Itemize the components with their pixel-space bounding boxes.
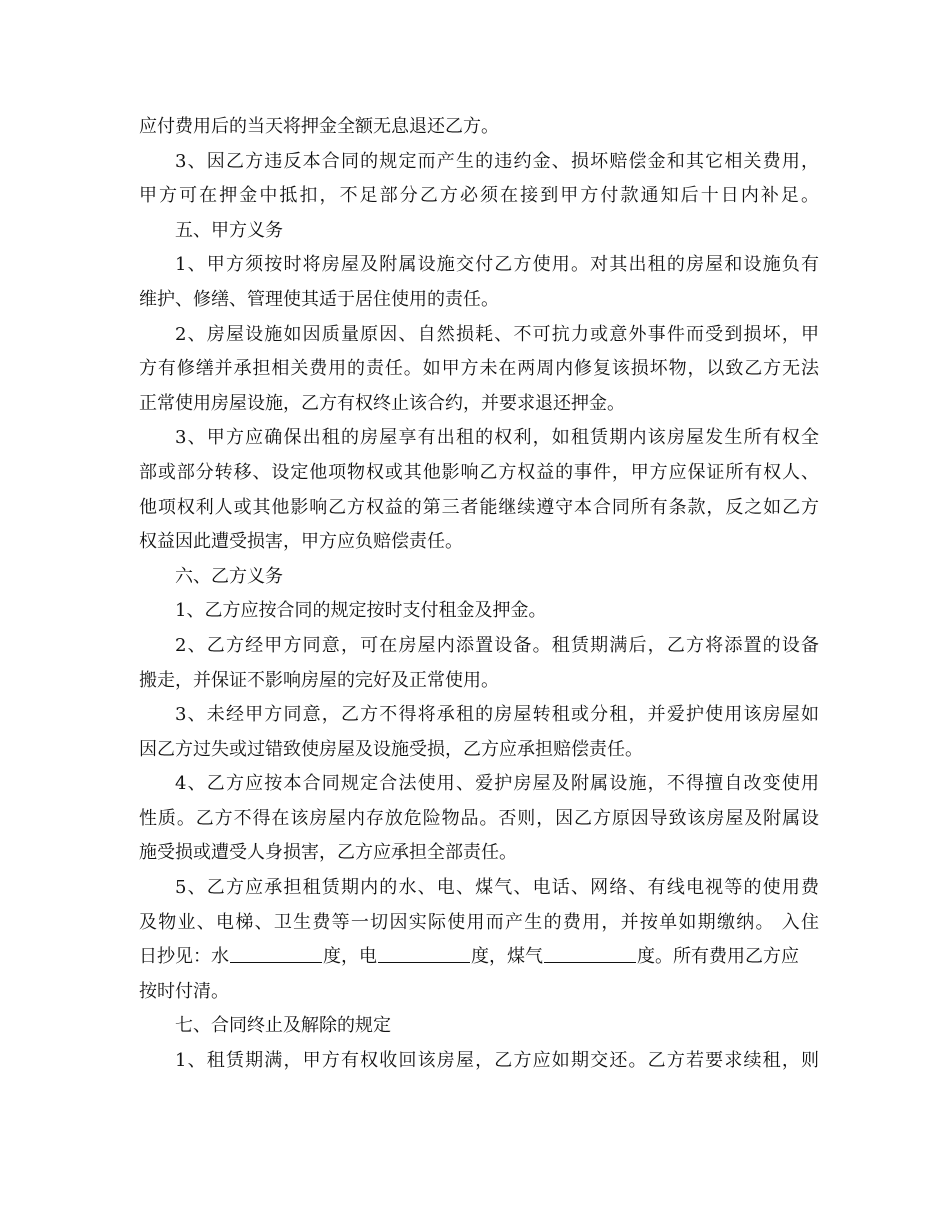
paragraph-line: 方有修缮并承担相关费用的责任。如甲方未在两周内修复该损坏物，以致乙方无法 [139,358,819,380]
paragraph-line: 性质。乙方不得在该房屋内存放危险物品。否则，因乙方原因导致该房屋及附属设 [139,807,819,829]
meter-text-electric: 度，电 [323,946,377,968]
paragraph-line: 维护、修缮、管理使其适于居住使用的责任。 [139,288,499,310]
gas-reading-blank [544,940,636,963]
paragraph-line: 正常使用房屋设施，乙方有权终止该合约，并要求退还押金。 [139,392,625,414]
paragraph-line: 2、房屋设施如因质量原因、自然损耗、不可抗力或意外事件而受到损坏，甲 [175,323,819,345]
paragraph-line: 甲方可在押金中抵扣，不足部分乙方必须在接到甲方付款通知后十日内补足。 [139,185,819,207]
section-heading: 六、乙方义务 [175,565,283,587]
paragraph-line: 按时付清。 [139,980,229,1002]
paragraph-line: 2、乙方经甲方同意，可在房屋内添置设备。租赁期满后，乙方将添置的设备 [175,634,819,656]
paragraph-line: 4、乙方应按本合同规定合法使用、爱护房屋及附属设施，不得擅自改变使用 [175,773,819,795]
electric-reading-blank [378,940,470,963]
paragraph-line: 因乙方过失或过错致使房屋及设施受损，乙方应承担赔偿责任。 [139,738,643,760]
meter-text-gas: 度，煤气 [471,946,543,968]
paragraph-line: 3、未经甲方同意，乙方不得将承租的房屋转租或分租，并爱护使用该房屋如 [175,704,819,726]
paragraph-line: 权益因此遭受损害，甲方应负赔偿责任。 [139,531,463,553]
paragraph-line: 及物业、电梯、卫生费等一切因实际使用而产生的费用，并按单如期缴纳。 入住 [139,911,819,933]
section-heading: 五、甲方义务 [175,219,283,241]
contract-text [139,110,819,1079]
water-reading-blank [230,940,322,963]
paragraph-line: 5、乙方应承担租赁期内的水、电、煤气、电话、网络、有线电视等的使用费 [175,877,819,899]
meter-text-tail: 度。所有费用乙方应 [637,946,799,968]
section-heading: 七、合同终止及解除的规定 [175,1015,391,1037]
meter-reading-line [139,940,819,975]
meter-text-water: 日抄见：水 [139,946,229,968]
paragraph-line: 3、因乙方违反本合同的规定而产生的违约金、损坏赔偿金和其它相关费用， [175,150,819,172]
paragraph-line: 他项权利人或其他影响乙方权益的第三者能继续遵守本合同所有条款，反之如乙方 [139,496,819,518]
paragraph-line: 施受损或遭受人身损害，乙方应承担全部责任。 [139,842,517,864]
paragraph-line: 应付费用后的当天将押金全额无息退还乙方。 [139,116,499,137]
paragraph-line: 1、租赁期满，甲方有权收回该房屋，乙方应如期交还。乙方若要求续租，则 [175,1050,819,1072]
paragraph-line: 1、甲方须按时将房屋及附属设施交付乙方使用。对其出租的房屋和设施负有 [175,254,819,276]
paragraph-line: 3、甲方应确保出租的房屋享有出租的权利，如租赁期内该房屋发生所有权全 [175,427,819,449]
paragraph-line: 部或部分转移、设定他项物权或其他影响乙方权益的事件，甲方应保证所有权人、 [139,461,819,483]
paragraph-line: 搬走，并保证不影响房屋的完好及正常使用。 [139,669,499,691]
paragraph-line: 1、乙方应按合同的规定按时支付租金及押金。 [175,600,547,622]
